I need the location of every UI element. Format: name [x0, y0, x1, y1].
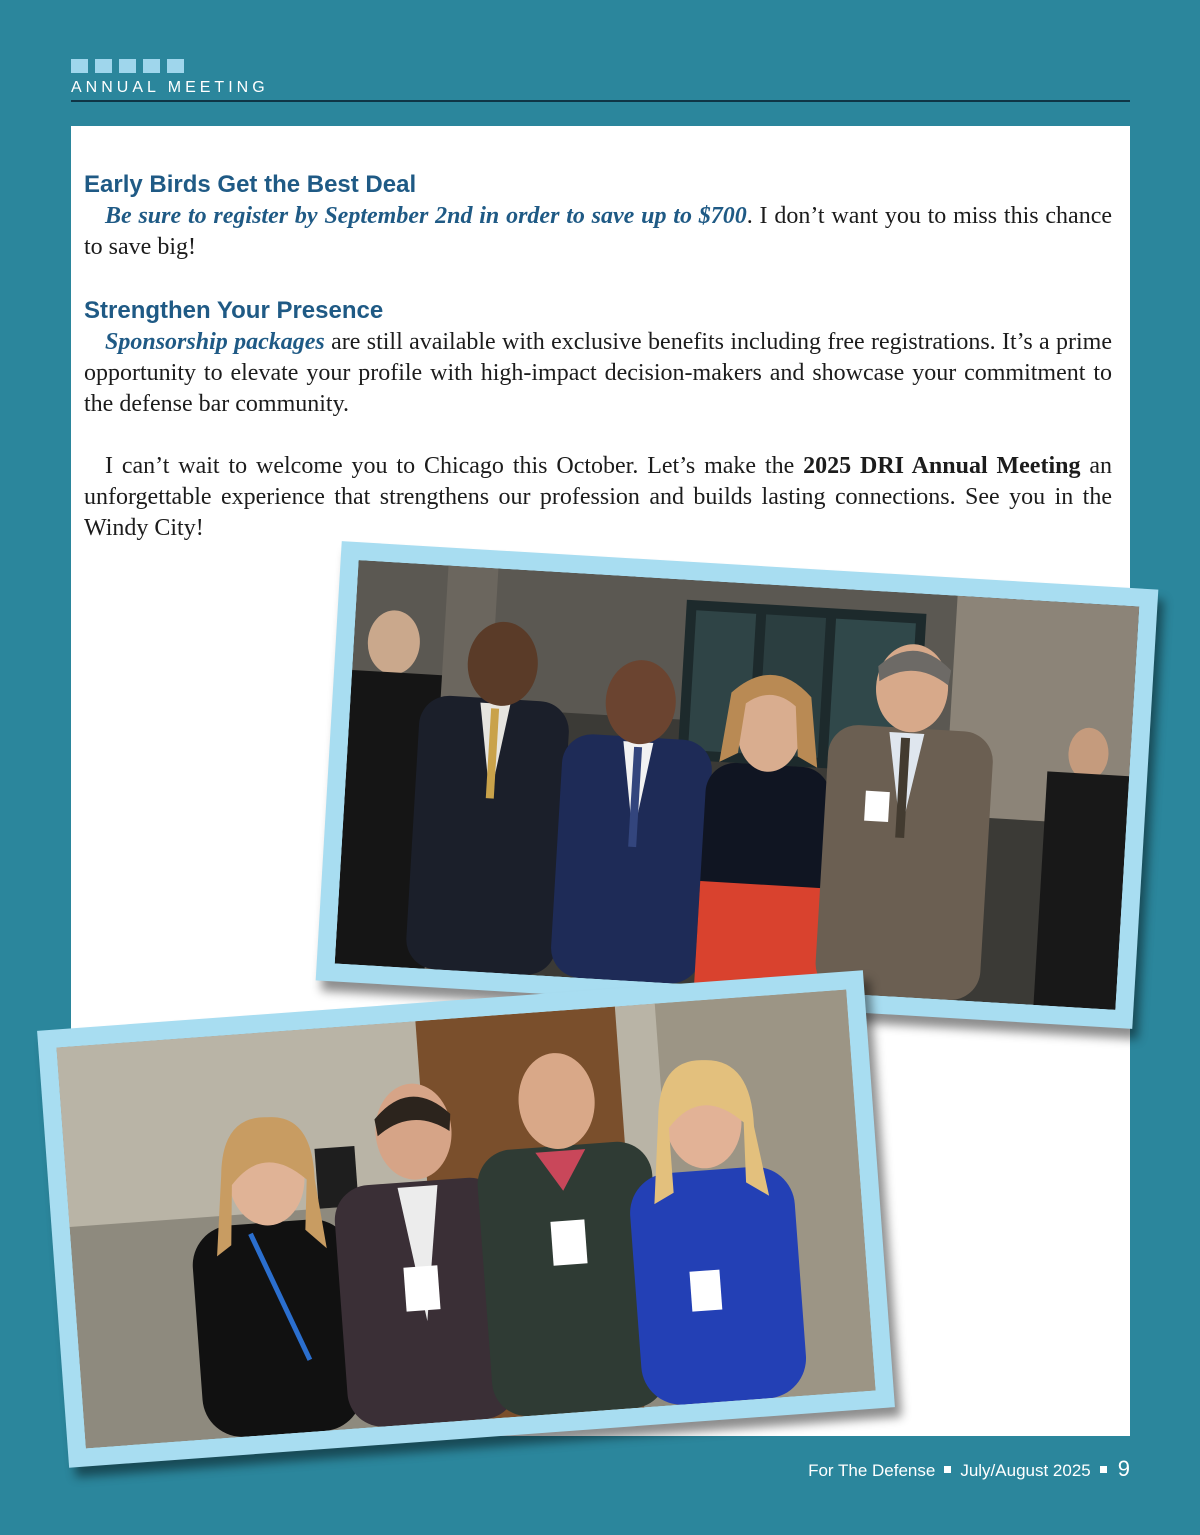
- early-birds-paragraph: [84, 201, 1112, 263]
- footer-publication: For The Defense: [808, 1461, 936, 1480]
- header-rule: [71, 100, 1130, 102]
- early-birds-text: . I don’t want you to miss this chance to save big!: [84, 203, 1113, 260]
- sponsorship-highlight: Sponsorship packages: [105, 329, 325, 355]
- square-icon: [95, 59, 112, 73]
- square-icon: [119, 59, 136, 73]
- square-icon: [143, 59, 160, 73]
- closing-paragraph: [84, 451, 1112, 544]
- photo-frame-reception-group: [316, 541, 1159, 1029]
- section-heading-early-birds: Early Birds Get the Best Deal: [84, 171, 417, 198]
- page-footer: [808, 1456, 1130, 1482]
- presence-text: are still available with exclusive benefits including free registrations. It’s a prime opportunity to elevate your profile with high-impact decision-makers and showcase your commitment to the defense bar community.: [84, 329, 1112, 417]
- bullet-icon: [944, 1466, 951, 1473]
- closing-text-end: an unforgettable experience that strengthens our profession and builds lasting connections. See you in the Windy City!: [84, 453, 1112, 541]
- square-icon: [71, 59, 88, 73]
- photo-reception-group: [335, 560, 1140, 1010]
- footer-issue: July/August 2025: [960, 1461, 1091, 1480]
- header-squares-decoration: [71, 59, 184, 73]
- square-icon: [167, 59, 184, 73]
- page-number: 9: [1117, 1456, 1130, 1481]
- closing-text-start: I can’t wait to welcome you to Chicago this October. Let’s make the: [105, 453, 804, 479]
- meeting-name-bold: 2025 DRI Annual Meeting: [803, 453, 1081, 479]
- presence-paragraph: [84, 327, 1112, 420]
- register-highlight: Be sure to register by September 2nd in order to save up to $700: [105, 203, 747, 229]
- bullet-icon: [1100, 1466, 1107, 1473]
- photo-frame-sponsor-group: [37, 970, 895, 1467]
- photo-sponsor-group: [56, 990, 875, 1449]
- section-heading-presence: Strengthen Your Presence: [84, 297, 384, 324]
- article-body: [84, 168, 1112, 544]
- section-label: ANNUAL MEETING: [71, 79, 269, 96]
